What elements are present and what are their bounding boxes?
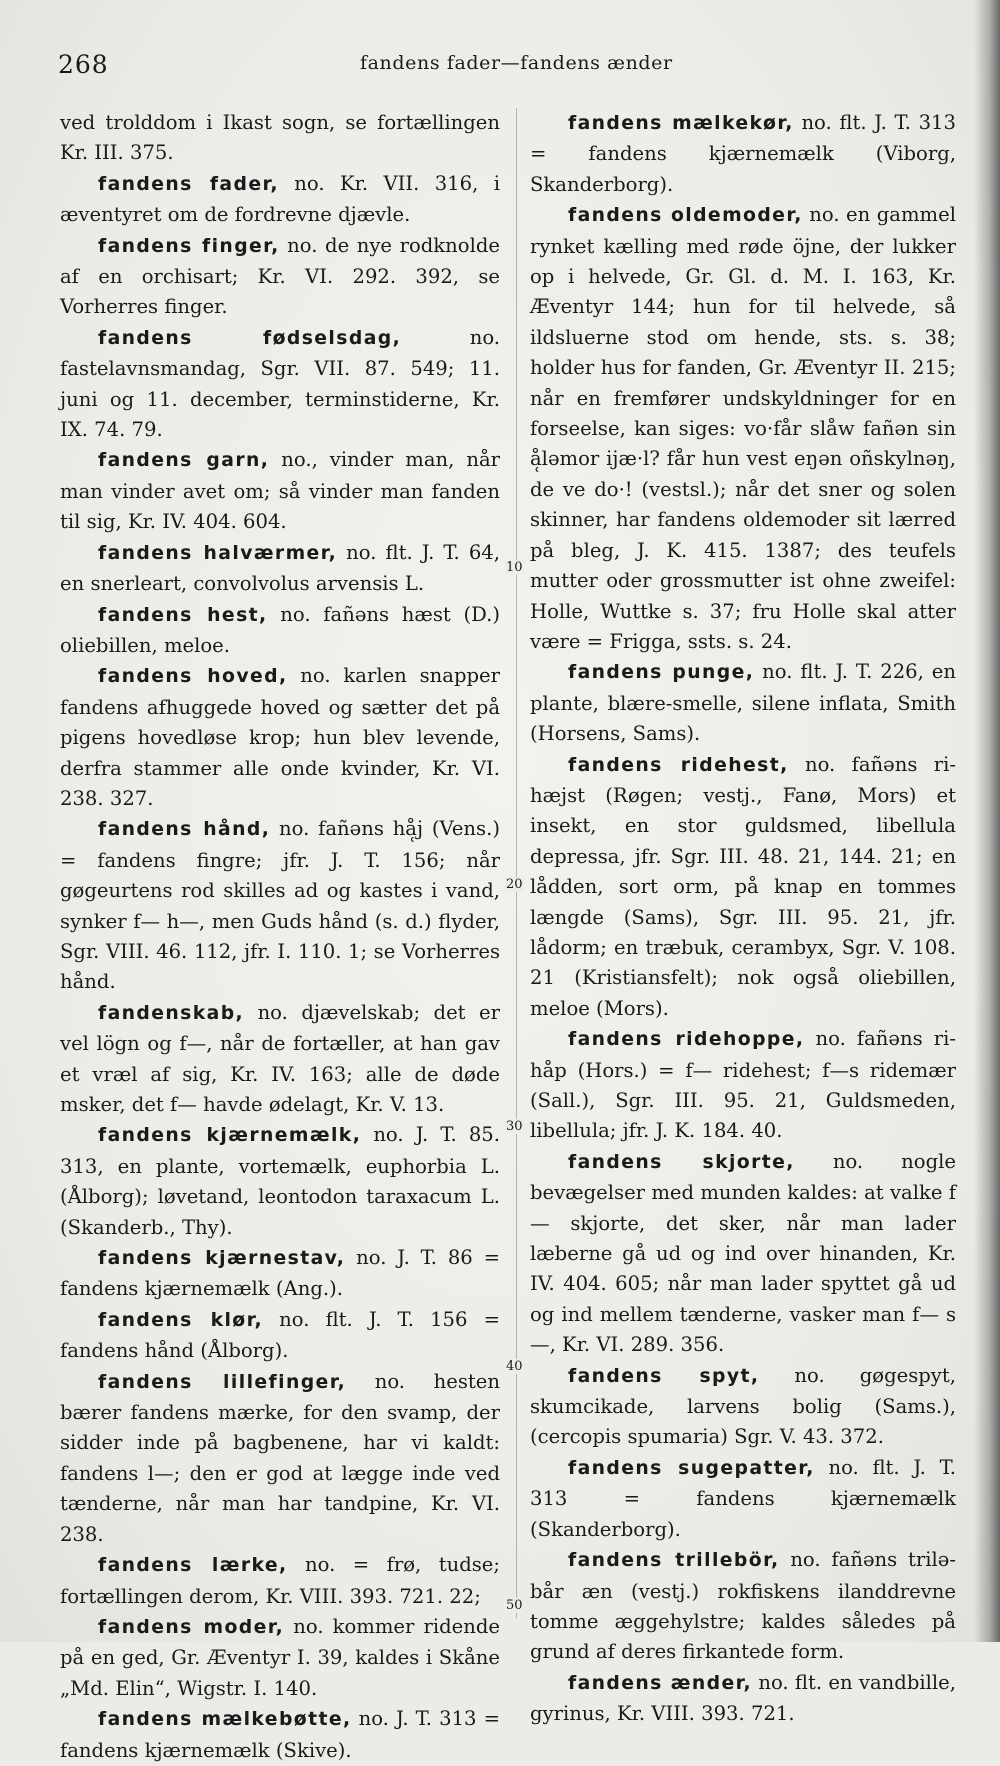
entry-definition: no. hesten bærer fandens mærke, for den svamp, der sidder inde på bagbenene, har vi kaldt: fandens l—; den er god at lægge inde ved tænderne, når man har tandpine, Kr. VI. 238. <box>60 1369 500 1546</box>
dictionary-entry <box>530 1545 956 1668</box>
dictionary-entry <box>530 1361 956 1453</box>
entry-headword: fandenskab, <box>98 1002 245 1024</box>
page-number: 268 <box>58 50 109 79</box>
entry-definition: no. djævelskab; det er vel lögn og f—, når de fortæller, at han gav et vræl af sig, Kr. IV. 163; alle de døde msker, det f— havde ødelagt, Kr. V. 13. <box>60 1000 500 1116</box>
dictionary-entry <box>530 1453 956 1545</box>
line-number: 40 <box>506 1359 523 1374</box>
running-head: fandens fader—fandens ænder <box>360 52 673 74</box>
line-number: 30 <box>506 1119 523 1134</box>
entry-definition: no. fañəns trilə-bår æn (vestj.) rokfiskens ilanddrevne tomme æggehylstre; kaldes således på grund af deres firkantede form. <box>530 1548 957 1664</box>
entry-definition: no. kommer ridende på en ged, Gr. Æventyr I. 39, kaldes i Skåne „Md. Elin“, Wigstr. I. 140. <box>60 1614 500 1700</box>
entry-definition: no. fañəns hæst (D.) oliebillen, meloe. <box>60 602 500 657</box>
entry-headword: fandens lillefinger, <box>98 1371 347 1393</box>
dictionary-entry <box>60 661 500 814</box>
entry-headword: fandens klør, <box>98 1309 264 1331</box>
line-number: 50 <box>506 1598 523 1613</box>
entry-headword: fandens trillebör, <box>568 1550 780 1572</box>
dictionary-entry <box>60 1550 500 1612</box>
dictionary-entry <box>60 600 500 662</box>
dictionary-entry <box>60 814 500 997</box>
entry-headword: fandens punge, <box>568 662 755 684</box>
dictionary-entry <box>60 108 500 169</box>
dictionary-entry <box>530 1147 956 1361</box>
entry-headword: fandens garn, <box>98 450 270 472</box>
entry-definition: ved trolddom i Ikast sogn, se fortællingen Kr. III. 375. <box>60 111 500 165</box>
right-column <box>530 108 956 1730</box>
dictionary-entry <box>530 1668 956 1730</box>
column-divider <box>516 108 517 1618</box>
dictionary-entry <box>60 231 500 323</box>
entry-definition: no. Kr. VII. 316, i æventyret om de fordrevne djævle. <box>60 171 501 227</box>
entry-definition: no., vinder man, når man vinder avet om; så vinder man fanden til sig, Kr. IV. 404. 604. <box>60 448 500 534</box>
dictionary-entry <box>60 1305 500 1367</box>
entry-definition: no. fañəns hå̜j (Vens.) = fandens fingre; jfr. J. T. 156; når gøgeurtens rod skilles ad og kastes i vand, synker f— h—, men Guds hånd (s. d.) flyder, Sgr. VIII. 46. 112, jfr. I. 110. 1; se Vorherres hånd. <box>60 817 500 994</box>
entry-headword: fandens fader, <box>98 173 279 195</box>
entry-headword: fandens sugepatter, <box>568 1457 815 1479</box>
entry-headword: fandens ænder, <box>568 1672 753 1694</box>
entry-definition: no. flt. J. T. 313 = fandens kjærnemælk (Skanderborg). <box>530 1455 956 1541</box>
entry-definition: no. J. T. 313 = fandens kjærnemælk (Skive). <box>60 1707 500 1762</box>
binding-shadow <box>974 0 1000 1642</box>
entry-headword: fandens kjærnemælk, <box>98 1125 362 1147</box>
dictionary-entry <box>60 323 500 446</box>
entry-headword: fandens halværmer, <box>98 542 338 564</box>
dictionary-entry <box>530 750 956 1025</box>
entry-headword: fandens moder, <box>98 1616 285 1638</box>
dictionary-entry <box>530 200 956 657</box>
entry-headword: fandens oldemoder, <box>568 205 803 227</box>
entry-definition: no. nogle bevægelser med munden kaldes: at valke f— skjorte, det sker, når man lader læberne gå ud og ind over hinanden, Kr. IV. 404. 605; når man lader spyttet gå ud og ind mellem tænderne, vasker man f— s—, Kr. VI. 289. 356. <box>530 1149 956 1357</box>
entry-definition: no. flt. en vandbille, gyrinus, Kr. VIII. 393. 721. <box>530 1670 956 1726</box>
entry-definition: no. J. T. 85. 313, en plante, vortemælk, euphorbia L. (Ålborg); løvetand, leontodon taraxacum L. (Skanderb., Thy). <box>60 1123 500 1239</box>
entry-headword: fandens mælkekør, <box>568 113 794 134</box>
entry-headword: fandens hest, <box>98 604 268 626</box>
entry-headword: fandens hoved, <box>98 666 288 688</box>
dictionary-entry <box>60 538 500 600</box>
entry-definition: no. flt. J. T. 156 = fandens hånd (Ålborg). <box>60 1307 500 1363</box>
entry-definition: no. en gammel rynket kælling med røde öjne, der lukker op i helvede, Gr. Gl. d. M. I. 163, Kr. Æventyr 144; hun for til helvede, så ildsluerne stod om hende, sts. s. 38; holder hus for fanden, Gr. Æventyr II. 215; når en fremfører undskyldninger for en forseelse, kan siges: vo·får slåw fañən sin å̜ləmor ijæ·l? får hun vest eŋən oñskylnəŋ, de ve do·! (vestsl.); når det sner og solen skinner, har fandens oldemoder sit lærred på bleg, J. K. 415. 1387; des teufels mutter oder grossmutter ist ohne zweifel: Holle, Wuttke s. 37; fru Holle skal atter være = Frigga, ssts. s. 24. <box>530 203 956 653</box>
dictionary-entry <box>530 657 956 749</box>
entry-headword: fandens hånd, <box>98 819 271 841</box>
entry-definition: no. flt. J. T. 64, en snerleart, convolvolus arvensis L. <box>60 540 500 596</box>
entry-definition: no. flt. J. T. 226, en plante, blære-smelle, silene inflata, Smith (Horsens, Sams). <box>530 660 956 746</box>
entry-headword: fandens kjærnestav, <box>98 1248 346 1270</box>
entry-definition: no. gøgespyt, skumcikade, larvens bolig (Sams.), (cercopis spumaria) Sgr. V. 43. 372. <box>530 1363 956 1449</box>
entry-headword: fandens fødselsdag, <box>98 327 402 349</box>
entry-definition: no. karlen snapper fandens afhuggede hoved og sætter det på pigens hovedløse krop; hun blev levende, derfra stammer alle onde kvinder, Kr. VI. 238. 327. <box>60 664 501 810</box>
entry-definition: no. de nye rodknolde af en orchisart; Kr. VI. 292. 392, se Vorherres finger. <box>60 233 500 319</box>
dictionary-entry <box>60 1120 500 1243</box>
line-number: 10 <box>506 560 523 575</box>
dictionary-entry <box>60 1612 500 1704</box>
dictionary-entry <box>60 1367 500 1550</box>
dictionary-entry <box>530 1024 956 1147</box>
entry-headword: fandens finger, <box>98 235 280 257</box>
entry-headword: fandens lærke, <box>98 1555 288 1577</box>
dictionary-entry <box>60 169 500 231</box>
entry-definition: no. fañəns ri-håp (Hors.) = f— ridehest; f—s ridemær (Sall.), Sgr. III. 95. 21, Guldsmeden, libellula; jfr. J. K. 184. 40. <box>530 1027 956 1143</box>
entry-headword: fandens mælkebøtte, <box>98 1709 352 1731</box>
dictionary-entry <box>60 1704 500 1766</box>
entry-headword: fandens ridehest, <box>568 754 789 776</box>
line-number: 20 <box>506 877 523 892</box>
dictionary-entry <box>530 108 956 200</box>
dictionary-entry <box>60 1243 500 1305</box>
dictionary-entry <box>60 998 500 1121</box>
entry-definition: no. fastelavnsmandag, Sgr. VII. 87. 549; 11. juni og 11. december, terminstiderne, Kr. IX. 74. 79. <box>60 325 500 442</box>
entry-headword: fandens skjorte, <box>568 1151 795 1173</box>
entry-headword: fandens spyt, <box>568 1365 760 1387</box>
dictionary-entry <box>60 445 500 537</box>
entry-definition: no. fañəns ri-hæjst (Røgen; vestj., Fanø, Mors) et insekt, en stor guldsmed, libellula depressa, jfr. Sgr. III. 48. 21, 144. 21; en lådden, sort orm, på knap en tommes længde (Sams), Sgr. III. 95. 21, jfr. lådorm; en træbuk, cerambyx, Sgr. V. 108. 21 (Kristiansfelt); nok også oliebillen, meloe (Mors). <box>530 752 957 1020</box>
entry-headword: fandens ridehoppe, <box>568 1029 805 1051</box>
entry-definition: no. J. T. 86 = fandens kjærnemælk (Ang.). <box>60 1246 500 1301</box>
left-column <box>60 108 500 1766</box>
entry-definition: no. = frø, tudse; fortællingen derom, Kr. VIII. 393. 721. 22; <box>60 1553 500 1608</box>
entry-definition: no. flt. J. T. 313 = fandens kjærnemælk (Viborg, Skanderborg). <box>530 111 956 196</box>
